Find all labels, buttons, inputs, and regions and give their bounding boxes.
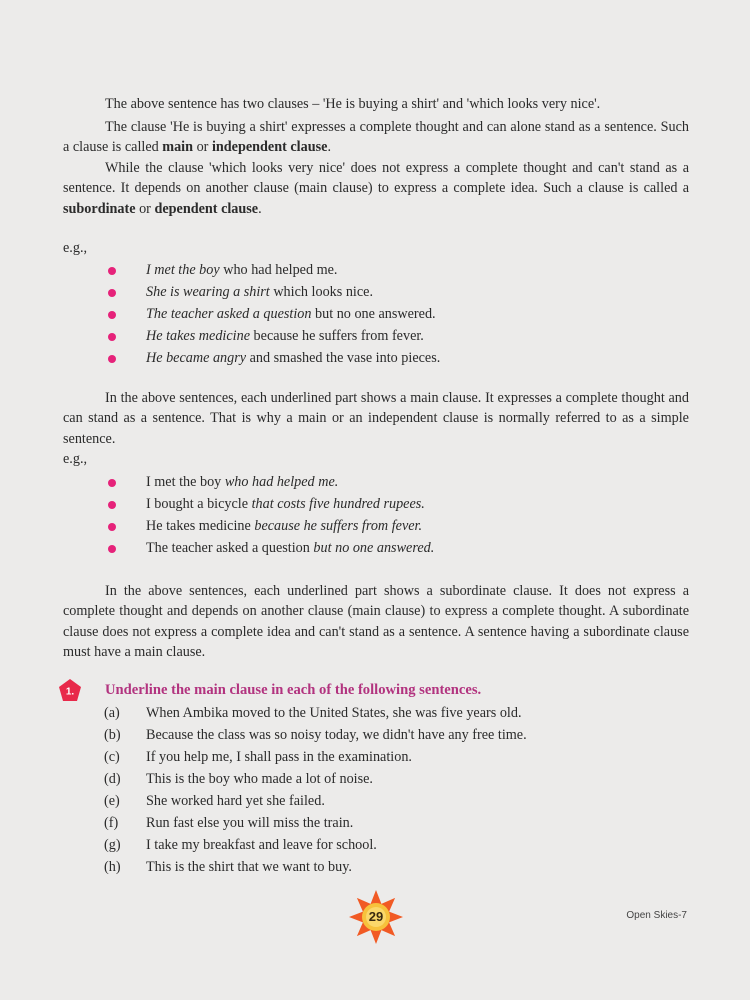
main-clause-explanation: In the above sentences, each underlined part shows a main clause. It expresses a complete thought and can stand as a sentence. That is why a main or an independent clause is normally referred to as a simple sentence. bbox=[63, 390, 689, 447]
bullet-icon bbox=[108, 501, 116, 509]
term-dependent-clause: dependent clause bbox=[154, 200, 259, 217]
exercise-item: (g) I take my breakfast and leave for school. bbox=[104, 837, 377, 853]
exercise-item: (c) If you help me, I shall pass in the examination. bbox=[104, 749, 412, 765]
exercise-item: (d) This is the boy who made a lot of noise. bbox=[104, 771, 373, 787]
bullet-icon bbox=[108, 333, 116, 341]
bullet-icon bbox=[108, 267, 116, 275]
exercise-item: (f) Run fast else you will miss the train. bbox=[104, 815, 354, 831]
exercise-item: (e) She worked hard yet she failed. bbox=[104, 793, 325, 809]
bullet-icon bbox=[108, 545, 116, 553]
exercise-items bbox=[104, 702, 527, 878]
exercise-heading bbox=[58, 678, 698, 702]
intro-paragraph-2: The clause 'He is buying a shirt' expresses a complete thought and can alone stand as a sentence. Such a clause is called main or independent clause. bbox=[63, 119, 689, 156]
list-item: He takes medicine because he suffers from fever. bbox=[100, 325, 440, 347]
intro-paragraph-1: The above sentence has two clauses – 'He is buying a shirt' and 'which looks very nice'. bbox=[105, 96, 601, 112]
bullet-icon bbox=[108, 355, 116, 363]
bullet-icon bbox=[108, 479, 116, 487]
list-item: He became angry and smashed the vase into pieces. bbox=[100, 347, 440, 369]
main-clause-examples bbox=[100, 259, 440, 369]
exercise-item: (b) Because the class was so noisy today, we didn't have any free time. bbox=[104, 727, 527, 743]
term-subordinate: subordinate bbox=[63, 200, 136, 217]
bullet-icon bbox=[108, 289, 116, 297]
book-title: Open Skies-7 bbox=[626, 910, 687, 921]
intro-paragraph-3: While the clause 'which looks very nice' does not express a complete thought and can't stand as a sentence. It depends on another clause (main clause) to express a complete idea. Such a clause is called a subordinate or dependent clause. bbox=[63, 160, 689, 217]
bullet-icon bbox=[108, 311, 116, 319]
subordinate-clause-explanation: In the above sentences, each underlined part shows a subordinate clause. It does not express a complete thought and depends on another clause (main clause) to express a complete thought. A subordinate clause does not express a complete idea and can't stand as a sentence. A sentence having a subordinate clause must have a main clause. bbox=[63, 583, 689, 661]
exercise-item: (h) This is the shirt that we want to buy. bbox=[104, 859, 352, 875]
pentagon-badge-icon bbox=[58, 678, 82, 702]
term-main: main bbox=[162, 139, 194, 156]
eg-label: e.g., bbox=[63, 240, 88, 256]
list-item: I met the boy who had helped me. bbox=[100, 259, 440, 281]
list-item: I met the boy who had helped me. bbox=[100, 471, 434, 493]
list-item: She is wearing a shirt which looks nice. bbox=[100, 281, 440, 303]
term-independent-clause: independent clause bbox=[211, 139, 328, 156]
subordinate-clause-examples bbox=[100, 471, 434, 559]
list-item: The teacher asked a question but no one answered. bbox=[100, 537, 434, 559]
exercise-title: Underline the main clause in each of the following sentences. bbox=[105, 682, 482, 698]
list-item: I bought a bicycle that costs five hundred rupees. bbox=[100, 493, 434, 515]
list-item: He takes medicine because he suffers from fever. bbox=[100, 515, 434, 537]
page-number: 29 bbox=[368, 909, 384, 924]
exercise-number: 1. bbox=[65, 686, 75, 698]
exercise-item: (a) When Ambika moved to the United States, she was five years old. bbox=[104, 705, 522, 721]
bullet-icon bbox=[108, 523, 116, 531]
list-item: The teacher asked a question but no one answered. bbox=[100, 303, 440, 325]
eg-label: e.g., bbox=[63, 451, 88, 467]
